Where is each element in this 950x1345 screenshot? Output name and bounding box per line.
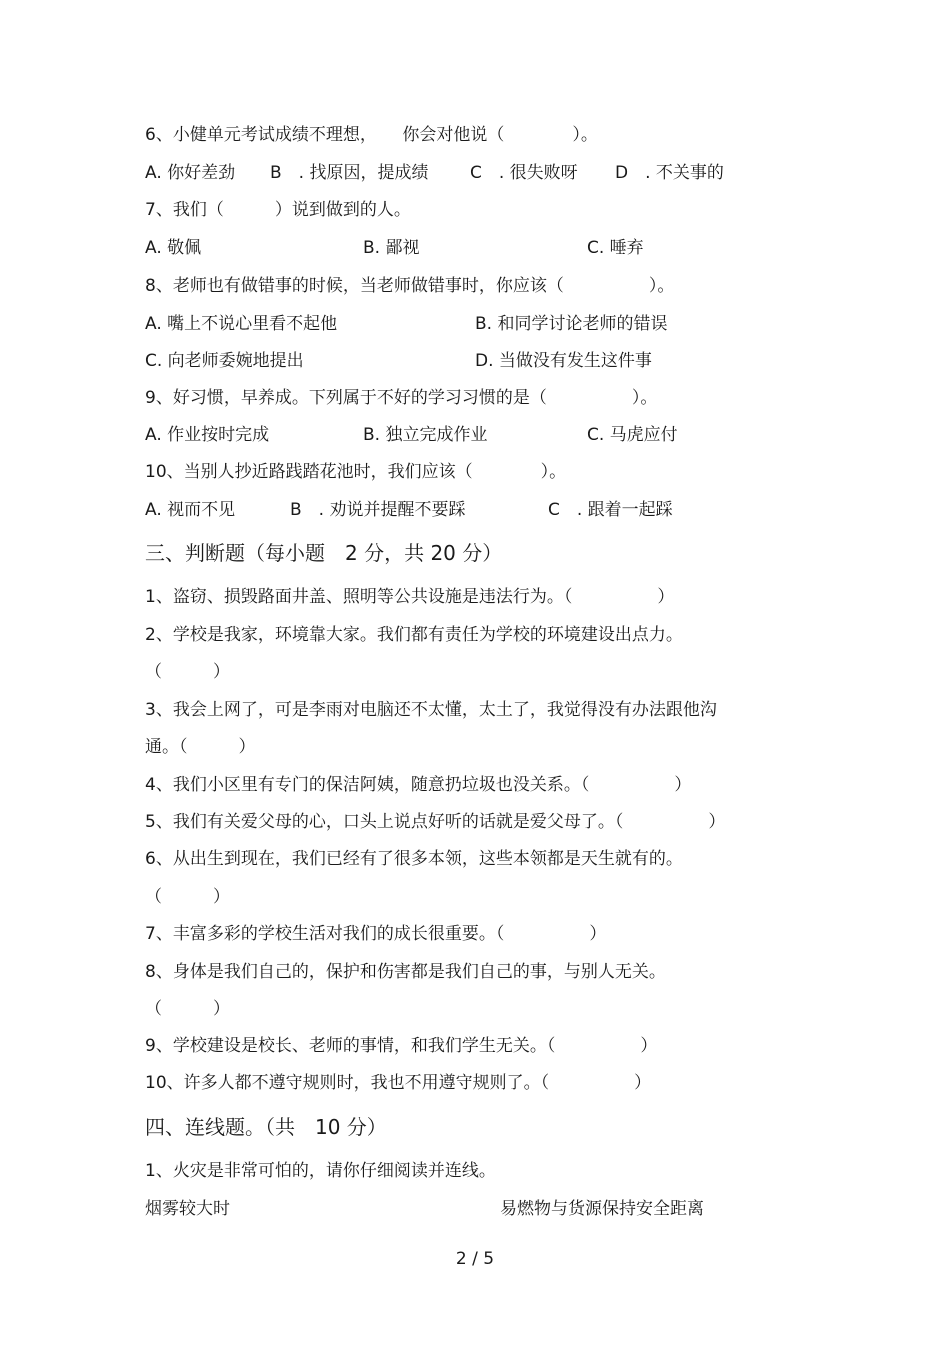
q9-option-a: A. 作业按时完成 [145,425,270,445]
q10-option-c: C . 跟着一起踩 [548,500,673,520]
judgement-item-5: 5、我们有关爱父母的心，口头上说点好听的话就是爱父母了。（ ） [145,812,726,832]
section-3-heading: 三、判断题（每小题 2 分，共 20 分） [145,541,503,565]
q7-option-a: A. 敬佩 [145,238,202,258]
judgement-item-6-blank: （ ） [145,887,230,907]
judgement-item-9: 9、学校建设是校长、老师的事情，和我们学生无关。（ ） [145,1036,658,1056]
matching-left-item: 烟雾较大时 [145,1199,230,1219]
judgement-item-8-blank: （ ） [145,999,230,1019]
judgement-item-4: 4、我们小区里有专门的保洁阿姨，随意扔垃圾也没关系。（ ） [145,775,692,795]
question-7-stem: 7、我们（ ）说到做到的人。 [145,200,411,220]
judgement-item-10: 10、许多人都不遵守规则时，我也不用遵守规则了。（ ） [145,1073,652,1093]
matching-question-1: 1、火灾是非常可怕的，请你仔细阅读并连线。 [145,1161,496,1181]
q9-option-b: B. 独立完成作业 [363,425,488,445]
q8-option-b: B. 和同学讨论老师的错误 [475,314,668,334]
judgement-item-3: 3、我会上网了，可是李雨对电脑还不太懂，太土了，我觉得没有办法跟他沟 [145,700,717,720]
q6-option-a: A. 你好差劲 [145,163,236,183]
q7-option-c: C. 唾弃 [587,238,644,258]
page-number: 2 / 5 [455,1249,495,1269]
judgement-item-7: 7、丰富多彩的学校生活对我们的成长很重要。（ ） [145,924,607,944]
judgement-item-6: 6、从出生到现在，我们已经有了很多本领，这些本领都是天生就有的。 [145,849,683,869]
q9-option-c: C. 马虎应付 [587,425,678,445]
section-4-heading: 四、连线题。（共 10 分） [145,1115,387,1139]
q6-option-d: D . 不关事的 [615,163,724,183]
q6-option-c: C . 很失败呀 [470,163,578,183]
question-9-stem: 9、好习惯，早养成。下列属于不好的学习习惯的是（ ）。 [145,388,658,408]
judgement-item-2-blank: （ ） [145,662,230,682]
question-10-stem: 10、当别人抄近路践踏花池时，我们应该（ ）。 [145,462,567,482]
q8-option-c: C. 向老师委婉地提出 [145,351,304,371]
q7-option-b: B. 鄙视 [363,238,420,258]
judgement-item-8: 8、身体是我们自己的，保护和伤害都是我们自己的事，与别人无关。 [145,962,666,982]
q10-option-a: A. 视而不见 [145,500,236,520]
question-6-stem: 6、小健单元考试成绩不理想， 你会对他说（ ）。 [145,125,598,145]
q6-option-b: B . 找原因，提成绩 [270,163,429,183]
judgement-item-1: 1、盗窃、损毁路面井盖、照明等公共设施是违法行为。（ ） [145,587,675,607]
question-8-stem: 8、老师也有做错事的时候，当老师做错事时，你应该（ ）。 [145,276,675,296]
q8-option-d: D. 当做没有发生这件事 [475,351,652,371]
judgement-item-2: 2、学校是我家，环境靠大家。我们都有责任为学校的环境建设出点力。 [145,625,683,645]
q10-option-b: B . 劝说并提醒不要踩 [290,500,466,520]
matching-right-item: 易燃物与货源保持安全距离 [500,1199,704,1219]
judgement-item-3-cont: 通。（ ） [145,737,256,757]
q8-option-a: A. 嘴上不说心里看不起他 [145,314,338,334]
